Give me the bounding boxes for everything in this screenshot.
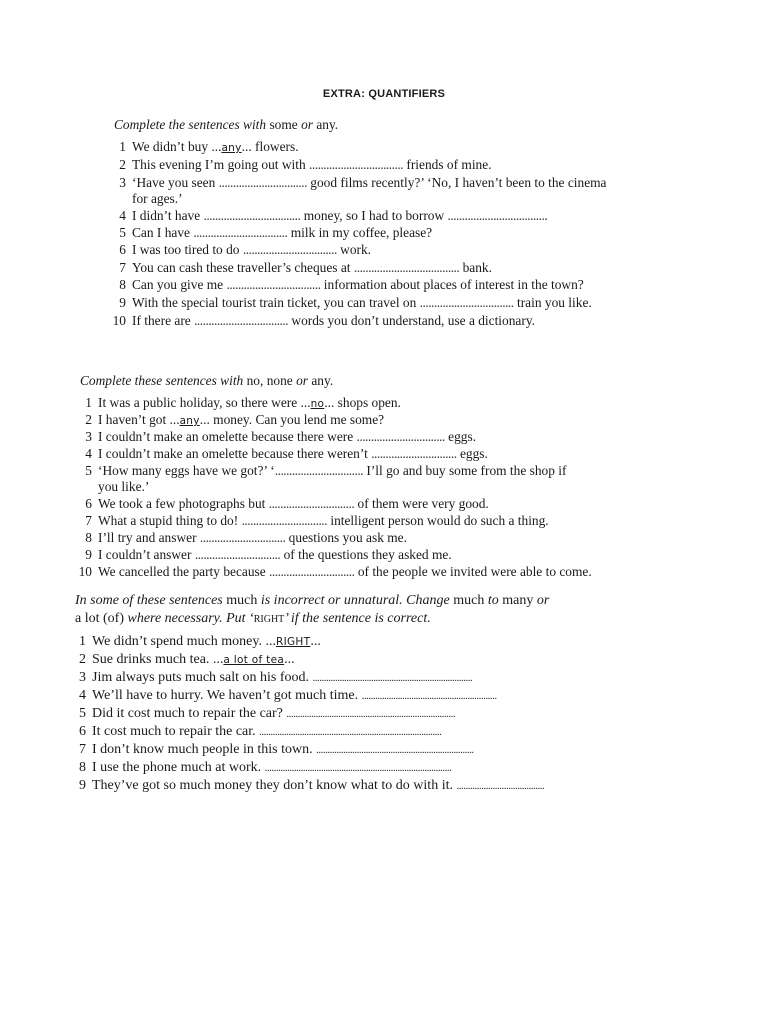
exercise-1-item: 5 Can I have ................................. milk in my coffee, please? — [119, 225, 433, 240]
answer-blank: .................................. — [447, 208, 545, 223]
exercise-1-item: 10 If there are ................................. words you don’t understand, use a dictionary. — [112, 313, 535, 328]
exercise-1-item: 6 I was too tired to do ................................. work. — [119, 242, 372, 257]
exercise-3-item: 1 We didn’t spend much money. ...RIGHT... — [79, 634, 321, 649]
answer-blank: ................................. — [419, 295, 514, 310]
answer-blank: .............................. — [269, 564, 355, 579]
answer-blank: ................................. — [242, 242, 337, 257]
answer-blank: .............................. — [241, 513, 327, 528]
answer-blank: ........................................................................... — [286, 708, 456, 720]
handwritten-answer: a lot of tea — [223, 654, 285, 666]
answer-blank: ..................................... — [353, 260, 460, 275]
answer-blank: ................................................................................. — [259, 726, 442, 738]
exercise-3-item: 4 We’ll have to hurry. We haven’t got much time. ............................................................ — [79, 688, 497, 703]
answer-blank: ....................................... — [456, 780, 545, 792]
exercise-2-item: 3 I couldn’t make an omelette because there were ............................... eggs. — [85, 429, 477, 444]
exercise-2-item: 7 What a stupid thing to do! .............................. intelligent person would do such a thing. — [85, 513, 549, 528]
exercise-3-item: 5 Did it cost much to repair the car? ........................................................................... — [79, 706, 456, 721]
exercise-3-item: 9 They’ve got so much money they don’t know what to do with it. ....................................... — [79, 778, 545, 793]
exercise-3-instruction: In some of these sentences much is incorrect or unnatural. Change much to many or — [75, 593, 550, 608]
handwritten-answer: any — [221, 142, 242, 154]
exercise-1-item: 7 You can cash these traveller’s cheques at ..................................... bank. — [119, 260, 492, 275]
exercise-2-item: 8 I’ll try and answer .............................. questions you ask me. — [85, 530, 407, 545]
answer-blank: ................................................................................... — [264, 762, 452, 774]
answer-blank: .............................. — [268, 496, 355, 511]
exercise-2-instruction: Complete these sentences with no, none or any. — [80, 373, 334, 388]
answer-blank: ............................... — [218, 175, 307, 190]
page-title: EXTRA: QUANTIFIERS — [322, 88, 446, 100]
handwritten-answer: RIGHT — [275, 636, 311, 648]
exercise-3-instruction-line-2: a lot (of) where necessary. Put ‘right’ if the sentence is correct. — [75, 611, 431, 626]
exercise-2-item: 10 We cancelled the party because .............................. of the people we invited were able to come. — [78, 564, 592, 579]
answer-blank: .............................. — [194, 547, 281, 562]
exercise-1-item: 9 With the special tourist train ticket, you can travel on ................................. train you like. — [119, 295, 592, 310]
exercise-2-item-continuation: you like.’ — [98, 479, 150, 494]
exercise-2-item: 1 It was a public holiday, so there were ...no... shops open. — [85, 395, 401, 410]
exercise-3-item: 7 I don’t know much people in this town. ...................................................................... — [79, 742, 474, 757]
answer-blank: ............................... — [356, 429, 445, 444]
exercise-1-item: 3 ‘Have you seen ............................... good films recently?’ ‘No, I haven’t been to the cinema — [119, 175, 607, 190]
exercise-2-item: 2 I haven’t got ...any... money. Can you lend me some? — [85, 412, 385, 427]
answer-blank: ............................... — [274, 463, 364, 478]
answer-blank: ............................................................ — [361, 690, 497, 702]
answer-blank: .............................. — [199, 530, 286, 545]
answer-blank: ...................................................................... — [316, 744, 474, 756]
exercise-1-item-continuation: for ages.’ — [132, 191, 183, 206]
handwritten-answer: no — [310, 398, 325, 410]
answer-blank: ................................. — [309, 157, 404, 172]
exercise-2-item: 9 I couldn’t answer .............................. of the questions they asked me. — [85, 547, 452, 562]
answer-blank: .................................. — [203, 208, 301, 223]
handwritten-answer: any — [179, 415, 200, 427]
exercise-3-item: 6 It cost much to repair the car. ................................................................................. — [79, 724, 442, 739]
answer-blank: ................................. — [226, 277, 321, 292]
exercise-1-instruction: Complete the sentences with some or any. — [114, 117, 339, 132]
exercise-3-item: 2 Sue drinks much tea. ...a lot of tea... — [79, 652, 295, 667]
answer-blank: ................................. — [194, 313, 289, 328]
exercise-2-item: 6 We took a few photographs but .............................. of them were very good. — [85, 496, 489, 511]
exercise-1-item: 4 I didn’t have .................................. money, so I had to borrow ................................... — [119, 208, 548, 223]
exercise-1-item: 1 We didn’t buy ...any... flowers. — [119, 139, 299, 154]
answer-blank: ....................................................................... — [312, 672, 473, 684]
exercise-3-item: 8 I use the phone much at work. ................................................................................... — [79, 760, 452, 775]
answer-blank: ................................. — [193, 225, 288, 240]
exercise-1-item: 2 This evening I’m going out with ................................. friends of mine. — [119, 157, 492, 172]
exercise-3-item: 3 Jim always puts much salt on his food. ....................................................................... — [79, 670, 473, 685]
exercise-2-item: 5 ‘How many eggs have we got?’ ‘............................... I’ll go and buy some from the shop if — [85, 463, 567, 478]
answer-blank: .............................. — [371, 446, 457, 461]
exercise-2-item: 4 I couldn’t make an omelette because there weren’t .............................. eggs. — [85, 446, 488, 461]
exercise-1-item: 8 Can you give me ................................. information about places of interest in the town? — [119, 277, 584, 292]
